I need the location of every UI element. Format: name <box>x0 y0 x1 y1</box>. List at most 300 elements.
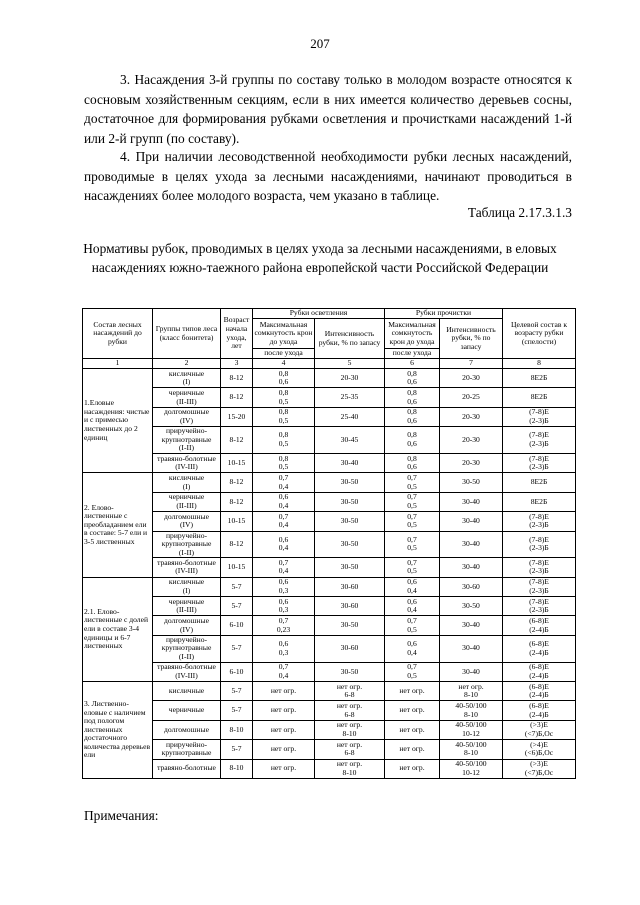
forest-type-cell-line: (II-III) <box>176 605 197 615</box>
intensity-pro-cell <box>440 558 503 577</box>
target-composition-cell-line: (2-4)Б <box>529 690 549 700</box>
intensity-osv-cell <box>315 388 385 407</box>
intensity-pro-cell-line: 8-10 <box>464 709 478 719</box>
max-density-pro-cell <box>385 427 440 454</box>
header-after-1: после ухода <box>253 349 315 359</box>
target-composition-cell-line: (7-8)Е <box>529 407 549 417</box>
forest-type-cell <box>153 427 221 454</box>
max-density-pro-cell-line: 0,6 <box>407 596 417 606</box>
start-age-cell <box>221 531 253 558</box>
intensity-osv-cell <box>315 407 385 426</box>
intensity-pro-cell-line: 20-30 <box>462 372 480 382</box>
intensity-pro-cell-line: 30-40 <box>462 666 480 676</box>
start-age-cell <box>221 369 253 388</box>
max-density-osv-cell-line: 0,6 <box>278 639 289 649</box>
target-composition-cell <box>503 682 576 701</box>
intensity-osv-cell-line: 8-10 <box>342 729 357 738</box>
forest-type-cell-line: (IV) <box>179 624 194 634</box>
forest-type-cell <box>153 512 221 531</box>
target-composition-cell <box>503 701 576 720</box>
max-density-osv-cell-line: 0,6 <box>278 596 289 606</box>
target-composition-cell-line: (6-8)Е <box>529 639 549 649</box>
forest-type-cell-line: (I-II) <box>178 443 195 453</box>
target-composition-cell <box>503 427 576 454</box>
max-density-osv-cell-line: 0,8 <box>278 407 289 417</box>
target-composition-cell-line: (>4)Е <box>530 739 548 749</box>
max-density-pro-cell <box>385 473 440 492</box>
group-name: 3. Лиственно-еловые с наличием под пологом лиственных достаточного количества деревьев ели <box>83 682 153 779</box>
forest-type-cell <box>153 558 221 577</box>
target-composition-cell-line: (2-3)Б <box>529 543 549 553</box>
intensity-pro-cell-line: 30-40 <box>462 539 480 549</box>
intensity-osv-cell-line: 30-60 <box>340 600 359 610</box>
intensity-pro-cell <box>440 701 503 720</box>
target-composition-cell-line: (7-8)Е <box>529 511 549 521</box>
forest-type-cell-line: приручейно-крупнотравные <box>161 635 212 653</box>
max-density-osv-cell-line: нет огр. <box>270 744 297 754</box>
max-density-pro-cell-line: 0,6 <box>407 377 417 387</box>
intensity-pro-cell <box>440 635 503 662</box>
target-composition-cell-line: 8Е2Б <box>530 372 548 382</box>
start-age-cell-line: 8-10 <box>229 763 244 773</box>
max-density-pro-cell-line: нет огр. <box>399 744 425 754</box>
start-age-cell-line: 8-12 <box>229 372 244 382</box>
target-composition-cell-line: (<7)Б,Ос <box>524 729 554 738</box>
forest-type-cell-line: (IV-III) <box>175 670 198 680</box>
target-composition-cell-line: (7-8)Е <box>529 596 549 606</box>
intensity-osv-cell-line: нет огр. <box>336 720 363 730</box>
table-row <box>83 558 576 577</box>
max-density-pro-cell-line: 0,8 <box>407 407 417 417</box>
max-density-pro-cell <box>385 635 440 662</box>
target-composition-cell <box>503 662 576 681</box>
max-density-osv-cell <box>253 740 315 759</box>
max-density-pro-cell-line: 0,5 <box>407 670 417 680</box>
col-number: 1 <box>83 359 153 369</box>
target-composition-cell-line: (7-8)Е <box>529 453 549 463</box>
start-age-cell-line: 5-7 <box>231 705 242 715</box>
max-density-osv-cell-line: 0,8 <box>278 430 289 440</box>
max-density-osv-cell-line: 0,5 <box>278 462 289 472</box>
target-composition-cell-line: (2-4)Б <box>529 709 549 719</box>
start-age-cell <box>221 701 253 720</box>
forest-type-cell-line: (I-II) <box>178 547 195 557</box>
start-age-cell <box>221 473 253 492</box>
header-target-composition: Целевой состав к возрасту рубки (спелости) <box>503 309 576 359</box>
target-composition-cell <box>503 492 576 511</box>
forest-type-cell <box>153 635 221 662</box>
max-density-osv-cell <box>253 682 315 701</box>
target-composition-cell-line: (7-8)Е <box>529 577 549 587</box>
intensity-pro-cell-line: 20-30 <box>462 411 480 421</box>
col-number: 3 <box>221 359 253 369</box>
intensity-osv-cell-line: 20-30 <box>340 372 359 382</box>
table-row <box>83 407 576 426</box>
col-number: 7 <box>440 359 503 369</box>
target-composition-cell-line: (7-8)Е <box>529 534 549 544</box>
intensity-pro-cell-line: 40-50/100 <box>455 739 487 749</box>
target-composition-cell-line: (6-8)Е <box>529 662 549 672</box>
intensity-pro-cell <box>440 740 503 759</box>
forest-type-cell-line: (I) <box>182 481 191 491</box>
intensity-pro-cell <box>440 369 503 388</box>
intensity-osv-cell <box>315 492 385 511</box>
col-number: 5 <box>315 359 385 369</box>
intensity-osv-cell-line: 30-50 <box>340 620 359 630</box>
max-density-pro-cell <box>385 740 440 759</box>
forest-type-cell-line: (IV) <box>179 415 194 425</box>
max-density-osv-cell-line: нет огр. <box>270 685 297 695</box>
intensity-osv-cell <box>315 427 385 454</box>
target-composition-cell <box>503 577 576 596</box>
max-density-pro-cell <box>385 407 440 426</box>
max-density-osv-cell <box>253 369 315 388</box>
intensity-pro-cell-line: 30-40 <box>462 516 480 526</box>
target-composition-cell-line: (2-3)Б <box>529 585 549 595</box>
table-row <box>83 662 576 681</box>
intensity-osv-cell-line: 6-8 <box>344 709 355 719</box>
target-composition-cell-line: (2-3)Б <box>529 566 549 576</box>
max-density-pro-cell-line: нет огр. <box>399 763 425 773</box>
table-label: Таблица 2.17.3.1.3 <box>467 205 572 220</box>
forest-type-cell-line: (IV-III) <box>175 462 198 472</box>
max-density-pro-cell-line: 0,6 <box>407 639 417 649</box>
intensity-osv-cell-line: 30-45 <box>340 434 359 444</box>
start-age-cell-line: 8-10 <box>229 724 244 734</box>
intensity-pro-cell-line: 30-50 <box>462 600 480 610</box>
target-composition-cell <box>503 635 576 662</box>
max-density-pro-cell <box>385 759 440 778</box>
forest-type-cell-line: черничные <box>168 387 205 397</box>
header-max-density-1: Максимальная сомкнутость крон до ухода <box>253 319 315 349</box>
target-composition-cell-line: (>3)Е <box>530 720 548 730</box>
intensity-pro-cell <box>440 682 503 701</box>
intensity-osv-cell-line: 6-8 <box>344 748 355 758</box>
max-density-osv-cell <box>253 597 315 616</box>
max-density-osv-cell-line: 0,7 <box>278 616 289 626</box>
forest-type-cell-line: долгомошные <box>164 724 209 734</box>
start-age-cell <box>221 720 253 739</box>
max-density-osv-cell <box>253 427 315 454</box>
table-title: Нормативы рубок, проводимых в целях ухода за лесными насаждениями, в еловых насаждениях южно-таежного района европейской части Российской Федерации <box>83 241 557 275</box>
forest-type-cell-line: приручейно-крупнотравные <box>161 426 212 444</box>
max-density-osv-cell-line: 0,5 <box>278 415 289 425</box>
target-composition-cell-line: (<6)Б,Ос <box>524 748 554 758</box>
intensity-osv-cell <box>315 577 385 596</box>
intensity-osv-cell-line: 8-10 <box>342 767 357 777</box>
intensity-osv-cell <box>315 740 385 759</box>
header-group-osvetlenie: Рубки осветления <box>253 309 385 319</box>
max-density-osv-cell-line: 0,4 <box>278 543 289 553</box>
max-density-pro-cell-line: 0,5 <box>407 543 417 553</box>
header-group-prochistki: Рубки прочистки <box>385 309 503 319</box>
target-composition-cell <box>503 740 576 759</box>
intensity-pro-cell <box>440 662 503 681</box>
target-composition-cell-line: (2-3)Б <box>529 605 549 615</box>
forest-type-cell-line: черничные <box>168 596 205 606</box>
max-density-osv-cell-line: 0,7 <box>278 511 289 521</box>
intensity-pro-cell <box>440 453 503 472</box>
forest-type-cell-line: кисличные <box>168 472 205 482</box>
header-composition: Состав лесных насаждений до рубки <box>83 309 153 359</box>
max-density-osv-cell-line: 0,4 <box>278 500 289 510</box>
max-density-pro-cell <box>385 720 440 739</box>
intensity-osv-cell <box>315 369 385 388</box>
table-row <box>83 635 576 662</box>
intensity-osv-cell <box>315 635 385 662</box>
norms-table <box>82 308 576 779</box>
table-row <box>83 740 576 759</box>
intensity-pro-cell-line: 10-12 <box>462 767 480 777</box>
forest-type-cell <box>153 720 221 739</box>
start-age-cell <box>221 407 253 426</box>
table-row <box>83 473 576 492</box>
intensity-osv-cell-line: 25-40 <box>340 411 359 421</box>
forest-type-cell-line: кисличные <box>168 685 205 695</box>
max-density-osv-cell <box>253 616 315 635</box>
max-density-osv-cell-line: нет огр. <box>270 763 297 773</box>
start-age-cell <box>221 616 253 635</box>
target-composition-cell <box>503 453 576 472</box>
target-composition-cell-line: (2-3)Б <box>529 439 549 449</box>
intensity-osv-cell-line: нет огр. <box>336 701 363 711</box>
target-composition-cell <box>503 558 576 577</box>
forest-type-cell-line: (I) <box>182 377 191 387</box>
max-density-pro-cell-line: 0,5 <box>407 624 417 634</box>
start-age-cell <box>221 388 253 407</box>
start-age-cell <box>221 577 253 596</box>
target-composition-cell-line: 8Е2Б <box>530 496 548 506</box>
max-density-osv-cell-line: 0,8 <box>278 387 289 397</box>
table-row <box>83 616 576 635</box>
forest-type-cell-line: долгомошные <box>164 407 209 417</box>
max-density-pro-cell-line: нет огр. <box>399 685 425 695</box>
start-age-cell-line: 5-7 <box>231 581 242 591</box>
intensity-osv-cell <box>315 662 385 681</box>
header-after-2: после ухода <box>385 349 440 359</box>
intensity-pro-cell <box>440 473 503 492</box>
forest-type-cell-line: долгомошные <box>164 616 209 626</box>
intensity-osv-cell-line: нет огр. <box>336 739 363 749</box>
forest-type-cell <box>153 473 221 492</box>
intensity-pro-cell-line: 20-30 <box>462 457 480 467</box>
forest-type-cell <box>153 492 221 511</box>
forest-type-cell-line: (II-III) <box>176 500 197 510</box>
intensity-osv-cell <box>315 616 385 635</box>
intensity-pro-cell-line: 30-60 <box>462 581 480 591</box>
intensity-osv-cell <box>315 701 385 720</box>
intensity-pro-cell-line: 40-50/100 <box>455 720 487 730</box>
table-row <box>83 369 576 388</box>
max-density-osv-cell-line: 0,7 <box>278 472 289 482</box>
intensity-pro-cell <box>440 616 503 635</box>
max-density-pro-cell <box>385 388 440 407</box>
intensity-osv-cell-line: 6-8 <box>344 690 355 700</box>
intensity-pro-cell-line: 30-40 <box>462 562 480 572</box>
start-age-cell <box>221 427 253 454</box>
start-age-cell <box>221 662 253 681</box>
max-density-pro-cell-line: 0,7 <box>407 557 417 567</box>
start-age-cell-line: 5-7 <box>231 685 242 695</box>
forest-type-cell <box>153 369 221 388</box>
col-number: 4 <box>253 359 315 369</box>
max-density-osv-cell-line: 0,23 <box>276 624 291 634</box>
forest-type-cell <box>153 682 221 701</box>
intensity-osv-cell <box>315 531 385 558</box>
forest-type-cell-line: кисличные <box>168 368 205 378</box>
intensity-pro-cell-line: нет огр. <box>458 681 484 691</box>
intensity-osv-cell-line: 25-35 <box>340 392 359 402</box>
column-number-row <box>83 359 576 369</box>
max-density-osv-cell-line: 0,3 <box>278 585 289 595</box>
max-density-osv-cell <box>253 720 315 739</box>
max-density-pro-cell <box>385 701 440 720</box>
max-density-osv-cell-line: нет огр. <box>270 705 297 715</box>
max-density-osv-cell-line: 0,8 <box>278 368 289 378</box>
target-composition-cell-line: 8Е2Б <box>530 392 548 402</box>
max-density-pro-cell-line: 0,5 <box>407 520 417 530</box>
intensity-osv-cell <box>315 558 385 577</box>
forest-type-cell <box>153 453 221 472</box>
max-density-pro-cell-line: 0,6 <box>407 577 417 587</box>
forest-type-cell <box>153 759 221 778</box>
max-density-pro-cell-line: 0,4 <box>407 605 417 615</box>
max-density-osv-cell <box>253 531 315 558</box>
max-density-osv-cell <box>253 512 315 531</box>
start-age-cell <box>221 492 253 511</box>
target-composition-cell-line: (2-4)Б <box>529 647 549 657</box>
max-density-osv-cell-line: 0,5 <box>278 439 289 449</box>
max-density-osv-cell-line: 0,3 <box>278 647 289 657</box>
forest-type-cell-line: кисличные <box>168 577 205 587</box>
forest-type-cell-line: травяно-болотные <box>157 763 216 773</box>
table-row <box>83 492 576 511</box>
max-density-osv-cell-line: 0,5 <box>278 396 289 406</box>
max-density-osv-cell-line: 0,7 <box>278 662 289 672</box>
forest-type-cell <box>153 531 221 558</box>
max-density-pro-cell-line: 0,6 <box>407 462 417 472</box>
max-density-pro-cell <box>385 616 440 635</box>
table-row <box>83 577 576 596</box>
max-density-pro-cell <box>385 682 440 701</box>
start-age-cell-line: 6-10 <box>229 666 244 676</box>
intensity-pro-cell-line: 30-40 <box>462 643 480 653</box>
forest-type-cell-line: (I) <box>182 585 191 595</box>
start-age-cell-line: 10-15 <box>227 562 246 572</box>
max-density-osv-cell <box>253 662 315 681</box>
start-age-cell-line: 8-12 <box>229 539 244 549</box>
intensity-pro-cell <box>440 388 503 407</box>
header-forest-types: Группы типов леса (класс бонитета) <box>153 309 221 359</box>
intensity-osv-cell-line: 30-50 <box>340 496 359 506</box>
target-composition-cell-line: (6-8)Е <box>529 616 549 626</box>
max-density-osv-cell-line: 0,6 <box>278 492 289 502</box>
start-age-cell <box>221 453 253 472</box>
max-density-osv-cell <box>253 558 315 577</box>
forest-type-cell-line: приручейно-крупнотравные <box>161 739 212 758</box>
start-age-cell-line: 10-15 <box>227 457 246 467</box>
target-composition-cell <box>503 512 576 531</box>
max-density-osv-cell <box>253 635 315 662</box>
intensity-pro-cell <box>440 427 503 454</box>
target-composition-cell-line: (2-3)Б <box>529 462 549 472</box>
page-number: 207 <box>310 36 330 51</box>
intensity-osv-cell <box>315 453 385 472</box>
max-density-osv-cell-line: 0,6 <box>278 577 289 587</box>
target-composition-cell-line: (2-3)Б <box>529 520 549 530</box>
table-row <box>83 531 576 558</box>
max-density-osv-cell-line: нет огр. <box>270 724 297 734</box>
max-density-osv-cell-line: 0,4 <box>278 520 289 530</box>
forest-type-cell <box>153 662 221 681</box>
target-composition-cell <box>503 720 576 739</box>
intensity-pro-cell <box>440 597 503 616</box>
intensity-osv-cell-line: 30-50 <box>340 516 359 526</box>
max-density-osv-cell <box>253 473 315 492</box>
target-composition-cell-line: (2-4)Б <box>529 624 549 634</box>
header-intensity-1: Интенсивность рубки, % по запасу <box>315 319 385 359</box>
forest-type-cell-line: приручейно-крупнотравные <box>161 531 212 549</box>
max-density-pro-cell-line: нет огр. <box>399 705 425 715</box>
forest-type-cell-line: черничные <box>168 705 205 715</box>
max-density-osv-cell <box>253 388 315 407</box>
forest-type-cell-line: травяно-болотные <box>157 453 216 463</box>
forest-type-cell <box>153 388 221 407</box>
group-name: 2.1. Елово-лиственные с долей ели в составе 3-4 единицы и 6-7 лиственных <box>83 577 153 681</box>
group-name: 2. Елово-лиственные с преобладанием ели в составе: 5-7 ели и 3-5 лиственных <box>83 473 153 577</box>
max-density-pro-cell-line: 0,7 <box>407 472 417 482</box>
max-density-pro-cell-line: 0,5 <box>407 566 417 576</box>
max-density-pro-cell <box>385 369 440 388</box>
max-density-pro-cell-line: нет огр. <box>399 724 425 734</box>
start-age-cell-line: 15-20 <box>227 411 246 421</box>
max-density-pro-cell <box>385 662 440 681</box>
target-composition-cell-line: (6-8)Е <box>529 701 549 711</box>
intensity-osv-cell <box>315 759 385 778</box>
max-density-osv-cell-line: 0,3 <box>278 605 289 615</box>
table-row <box>83 682 576 701</box>
max-density-pro-cell <box>385 492 440 511</box>
max-density-pro-cell-line: 0,6 <box>407 415 417 425</box>
forest-type-cell-line: (II-III) <box>176 396 197 406</box>
max-density-pro-cell-line: 0,4 <box>407 585 417 595</box>
intensity-pro-cell-line: 40-50/100 <box>455 701 487 711</box>
table-row <box>83 597 576 616</box>
intensity-osv-cell-line: 30-40 <box>340 457 359 467</box>
intensity-pro-cell-line: 40-50/100 <box>455 759 487 769</box>
target-composition-cell-line: 8Е2Б <box>530 477 548 487</box>
intensity-osv-cell-line: 30-60 <box>340 643 359 653</box>
intensity-osv-cell-line: 30-60 <box>340 581 359 591</box>
intensity-osv-cell <box>315 597 385 616</box>
max-density-pro-cell-line: 0,8 <box>407 368 417 378</box>
intensity-pro-cell <box>440 720 503 739</box>
max-density-pro-cell-line: 0,8 <box>407 453 417 463</box>
max-density-pro-cell-line: 0,7 <box>407 534 417 544</box>
intensity-pro-cell <box>440 407 503 426</box>
start-age-cell-line: 5-7 <box>231 600 242 610</box>
intensity-osv-cell <box>315 720 385 739</box>
target-composition-cell-line: (2-3)Б <box>529 415 549 425</box>
group-name: 1.Еловые насаждения: чистые и с примесью лиственных до 2 единиц <box>83 369 153 473</box>
intensity-osv-cell-line: 30-50 <box>340 477 359 487</box>
max-density-pro-cell <box>385 453 440 472</box>
notes-heading: Примечания: <box>84 808 159 823</box>
target-composition-cell-line: (7-8)Е <box>529 557 549 567</box>
intensity-pro-cell-line: 30-40 <box>462 620 480 630</box>
target-composition-cell-line: (>3)Е <box>530 759 548 769</box>
forest-type-cell <box>153 597 221 616</box>
